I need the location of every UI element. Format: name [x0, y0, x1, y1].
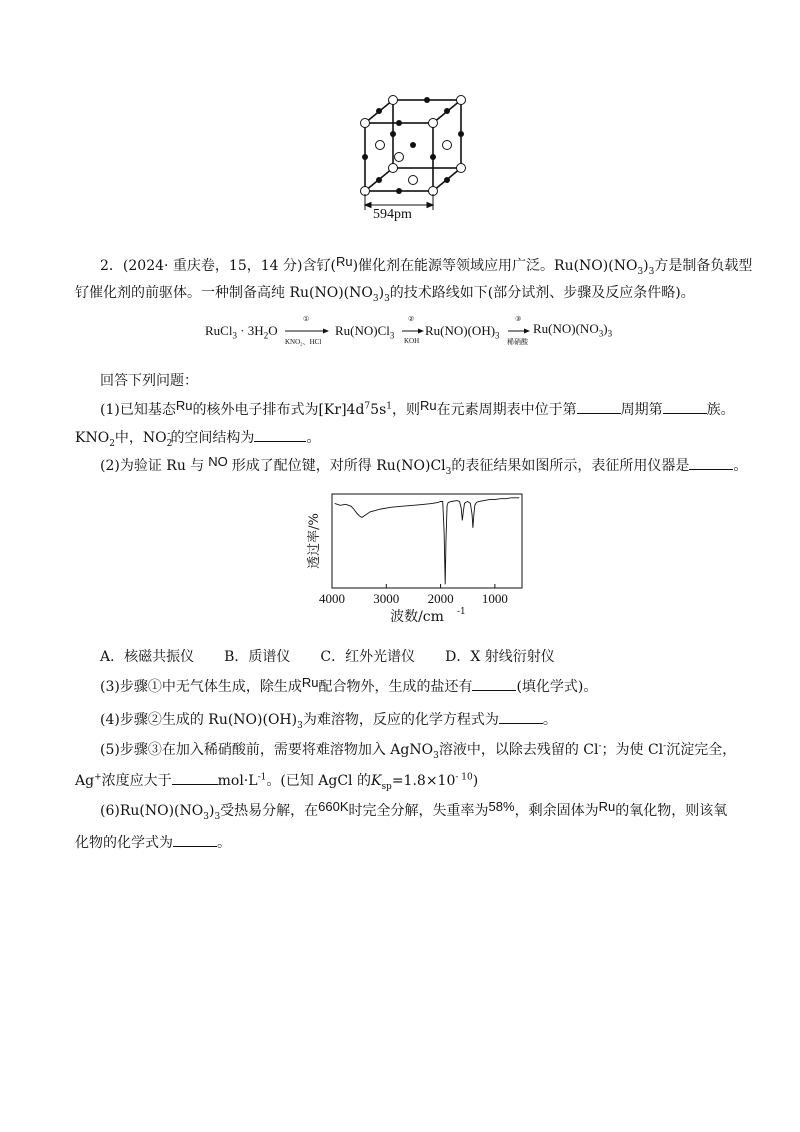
arrow-3-icon: [508, 328, 530, 334]
step3-reagent: 稀硝酸: [507, 338, 528, 346]
y-axis-label: 透过率/%: [307, 513, 322, 569]
question-intro-line1: 2．(2024· 重庆卷，15，14 分)含钌(Ru)催化剂在能源等领域应用广泛。$Ru(NO)(NO_3)_3$方是制备负载型: [100, 254, 753, 277]
x-axis-label-exponent: -1: [457, 607, 466, 617]
choice-c[interactable]: C．红外光谱仪: [320, 649, 416, 665]
question-intro-line2: 钌催化剂的前驱体。一种制备高纯 $Ru(NO)(NO_3)_3$的技术路线如下(部分试剂、步骤及反应条件略)。: [75, 285, 695, 304]
sub-question-3: (3)步骤①中无气体生成，除生成Ru配合物外，生成的盐还有 (填化学式)。: [100, 675, 598, 695]
sub-question-2: (2)为验证 Ru 与 NO 形成了配位键，对所得 $Ru(NO)Cl_3$的表征结果如图所示，表征所用仪器是 。: [100, 454, 748, 477]
choice-a[interactable]: A．核磁共振仪: [100, 649, 195, 665]
sub-question-5-line1: (5)步骤③在加入稀硝酸前，需要将难溶物加入 AgNO$_3$溶液中，以除去残留的 Cl-；为使 Cl-沉淀完全，: [100, 741, 737, 761]
plot-frame: [332, 494, 522, 588]
answer-blank-oxide[interactable]: [173, 832, 217, 847]
sub-question-4: (4)步骤②生成的 $Ru(NO)(OH)_3$为难溶物，反应的化学方程式为 。: [100, 709, 557, 730]
sub-question-6-line1: $(6)Ru(NO)(NO_3)_3$受热易分解，在660K时完全分解，失重率为58%，剩余固体为Ru的氧化物，则该氧: [100, 799, 728, 822]
answer-blank-period[interactable]: [577, 399, 621, 414]
choice-list: [100, 647, 585, 667]
x-axis-label: 波数/cm: [390, 609, 444, 625]
arrow-2-icon: [402, 328, 424, 334]
crystal-cell-figure: [350, 88, 480, 228]
dimension-label: 594pm: [373, 207, 412, 222]
answer-blank-group[interactable]: [663, 399, 707, 414]
x-tick-label: 2000: [427, 591, 454, 606]
answer-blank-structure[interactable]: [254, 427, 306, 442]
answer-blank-equation[interactable]: [499, 709, 543, 724]
arrow-1-icon: [285, 328, 329, 334]
answer-blank-instrument[interactable]: [689, 455, 733, 470]
sub-question-6-line2: 化物的化学式为 。: [75, 832, 231, 853]
answer-blank-salt[interactable]: [472, 676, 516, 691]
step2-number: ②: [408, 315, 415, 323]
sub-question-1-line1: (1)已知基态Ru的核外电子排布式为$[Kr]4d^75s^1$，则Ru在元素周期表中位于第 周期第 族。: [100, 398, 735, 418]
x-tick-label: 3000: [373, 591, 400, 606]
sub-question-5-line2: Ag+浓度应大于 $mol\cdot L^{-1}$。(已知 AgCl 的$K_{sp}=1.8\times 10^{- 10}$): [75, 770, 478, 791]
question-source: (2024· 重庆卷，15，14 分): [122, 258, 303, 274]
choice-d[interactable]: D．X 射线衍射仪: [445, 649, 555, 665]
ir-spectrum-chart: [296, 488, 536, 628]
answer-blank-concentration[interactable]: [172, 770, 218, 785]
spectrum-line: [335, 498, 520, 584]
x-tick-label: 1000: [481, 591, 508, 606]
step1-reagent: KNO₂、HCl: [285, 338, 322, 346]
question-number: 2．: [100, 258, 123, 274]
answer-prompt: 回答下列问题：: [100, 373, 198, 389]
step2-reagent: KOH: [404, 337, 420, 345]
sub-question-1-line2: $KNO_2$中，$NO_2^-$的空间结构为 。: [75, 427, 320, 448]
step1-number: ①: [303, 315, 310, 323]
step3-number: ③: [515, 315, 522, 323]
choice-b[interactable]: B．质谱仪: [224, 649, 291, 665]
x-tick-label: 4000: [319, 591, 345, 606]
reaction-scheme: RuCl$_3$ · $3H_2O$ ① KNO₂、HCl $Ru(NO)Cl_3$ ② KOH $Ru(NO)(OH)_3$ ③ 稀硝酸 $Ru(NO)(NO_3)_3$: [205, 315, 613, 346]
